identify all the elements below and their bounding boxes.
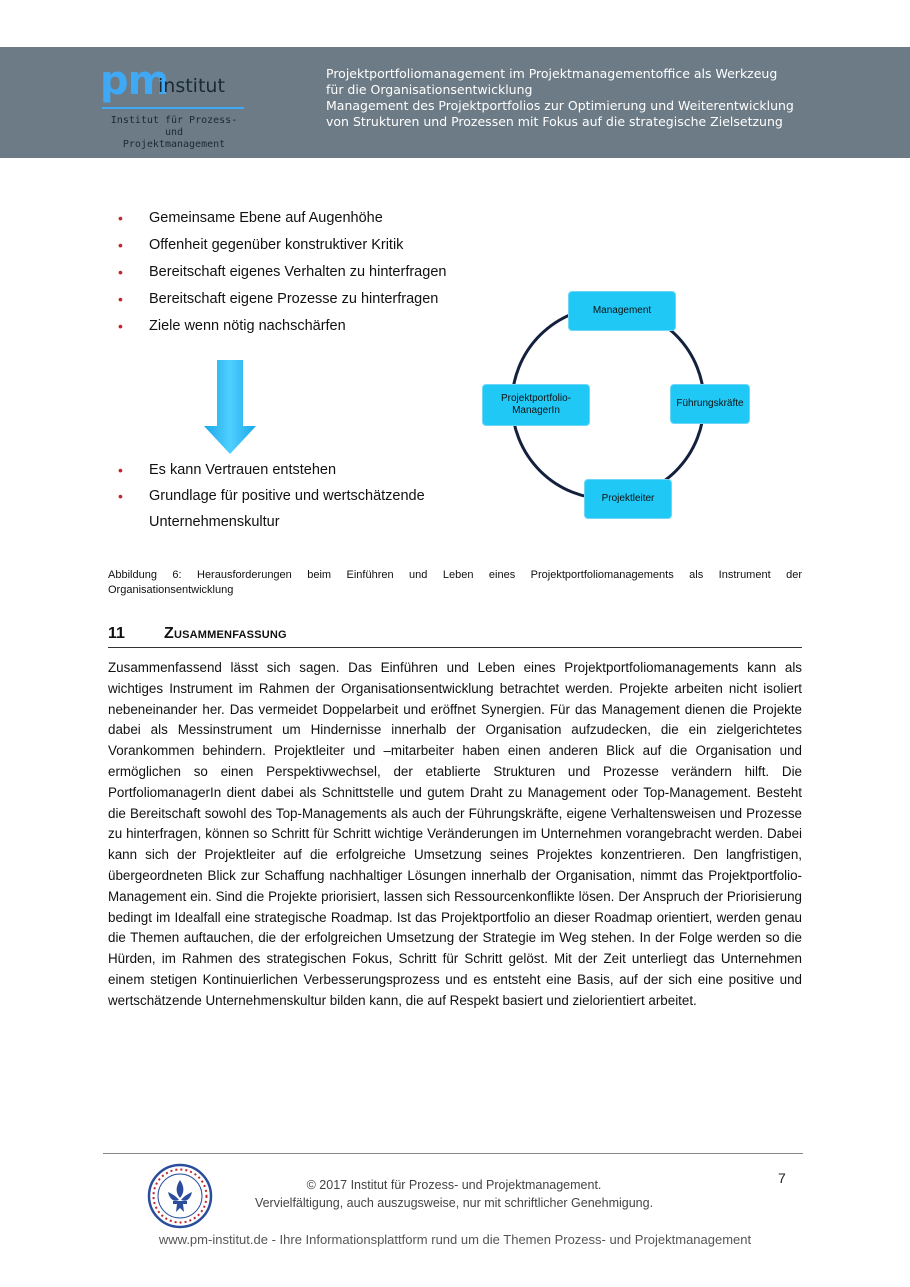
institute-seal-icon <box>146 1162 214 1230</box>
figure-bullet-list-bottom <box>118 457 518 535</box>
logo-institut-text: institut <box>158 75 225 97</box>
list-item-text: Ziele wenn nötig nachschärfen <box>149 318 346 334</box>
node-label: Führungskräfte <box>676 398 744 409</box>
logo-pm-text: pm <box>100 58 169 104</box>
list-item <box>118 483 518 509</box>
node-label: Management <box>592 305 652 316</box>
down-arrow-icon <box>202 360 258 456</box>
list-item-text: Grundlage für positive und wertschätzende <box>149 488 425 504</box>
header-title-line: Projektportfoliomanagement im Projektmanagementoffice als Werkzeug <box>326 66 778 81</box>
node-label: Projektleiter <box>601 493 655 504</box>
copyright-notice: Vervielfältigung, auch auszugsweise, nur mit schriftlicher Genehmigung. <box>254 1196 654 1210</box>
caption-line: Organisationsentwicklung <box>108 584 234 596</box>
figure-bullet-list-top <box>118 205 518 340</box>
list-item-text: Offenheit gegenüber konstruktiver Kritik <box>149 237 404 253</box>
list-item <box>118 286 518 313</box>
logo-subtitle <box>104 115 244 151</box>
list-item-continuation: Unternehmenskultur <box>149 514 280 530</box>
section-body-paragraph: Zusammenfassend lässt sich sagen. Das Einführen und Leben eines Projektportfoliomanagements kann als wichtiges Instrument im Rahmen der Organisationsentwicklung betrachtet werden. Projekte arbeiten nicht isoliert nebeneinander her. Das vermeidet Doppelarbeit und eröffnet Synergien. Für das Management dienen die Projekte dabei als Messinstrument um Hindernisse innerhalb der Organisation aufzudecken, die ein zielgerichtetes Vorankommen behindern. Projektleiter und –mitarbeiter haben einen anderen Blick auf die Organisation und ermöglichen so einen Perspektivwechsel, der etablierte Strukturen und Prozesse verändern hilft. Die PortfoliomanagerIn dient dabei als Schnittstelle und gutem Draht zu Management oder Top-Management. Besteht die Bereitschaft sowohl des Top-Managements als auch der Führungskräfte, eigene Verhaltensweisen und Prozesse zu hinterfragen, können so Schritt für Schritt wichtige Veränderungen im Unternehmen vorangebracht werden. Dabei kann sich der Projektleiter auf die erfolgreiche Umsetzung seines Projektes konzentrieren. Den langfristigen, übergeordneten Blick zur Schaffung nachhaltiger Lösungen innerhalb der Organisation, nimmt das Projektportfolio-Management ein. Sind die Projekte priorisiert, lassen sich Ressourcenkonflikte lösen. Der Anspruch der Priorisierung bedingt im Idealfall eine strategische Roadmap. Ist das Projektportfolio an dieser Roadmap orientiert, werden genau die Themen auftauchen, die der erfolgreichen Umsetzung der Strategie im Weg stehen. In der Folge werden so die Hürden, im Rahmen des strategischen Fokus, Schritt für Schritt gelöst. Mit der Zeit unterliegt das Unternehmen einem stetigen Kontinuierlichen Verbesserungsprozess und es entsteht eine Basis, auf der sich eine positive und wertschätzende Unternehmenskultur bilden kann, die auf Respekt basiert und zielorientiert arbeitet. <box>108 660 802 1008</box>
footer-website-line: www.pm-institut.de - Ihre Informationsplattform rund um die Themen Prozess- und Projektmanagement <box>158 1232 752 1247</box>
logo-subtitle-line: Projektmanagement <box>122 139 226 150</box>
pm-institut-logo <box>100 57 260 152</box>
bullet-icon: • <box>118 488 123 504</box>
list-item <box>118 205 518 232</box>
copyright-line: © 2017 Institut für Prozess- und Projektmanagement. <box>306 1178 602 1192</box>
header-title-line: von Strukturen und Prozessen mit Fokus auf die strategische Zielsetzung <box>326 114 783 129</box>
section-title: Zusammenfassung <box>164 625 287 642</box>
node-projektportfolio-managerin <box>482 384 590 426</box>
footer-divider <box>103 1153 803 1154</box>
list-item-text: Es kann Vertrauen entstehen <box>149 462 337 478</box>
logo-subtitle-line: Institut für Prozess- und <box>110 115 238 138</box>
node-label: Projektportfolio- <box>500 393 572 404</box>
bullet-icon: • <box>118 462 123 478</box>
bullet-icon: • <box>118 264 123 280</box>
node-fuehrungskraefte <box>670 384 750 424</box>
node-label: ManagerIn <box>512 405 560 416</box>
logo-underline <box>102 107 244 109</box>
figure-caption <box>108 568 802 598</box>
footer-copyright <box>214 1176 694 1212</box>
list-item <box>118 232 518 259</box>
header-title-line: Management des Projektportfolios zur Optimierung und Weiterentwicklung <box>326 98 794 113</box>
header-title-line: für die Organisationsentwicklung <box>326 82 533 97</box>
stakeholder-cycle-diagram <box>478 286 744 526</box>
list-item <box>118 457 518 483</box>
list-item-text: Bereitschaft eigenes Verhalten zu hinterfragen <box>149 264 447 280</box>
list-item-text: Bereitschaft eigene Prozesse zu hinterfragen <box>149 291 439 307</box>
node-projektleiter <box>584 479 672 519</box>
list-item-text: Gemeinsame Ebene auf Augenhöhe <box>149 210 383 226</box>
header-title <box>326 66 886 130</box>
caption-line: Abbildung 6: Herausforderungen beim Einführen und Leben eines Projektportfoliomanagements als Instrument der <box>108 569 802 581</box>
bullet-icon: • <box>118 318 123 334</box>
section-number: 11 <box>108 625 125 642</box>
list-item <box>118 259 518 286</box>
node-management <box>568 291 676 331</box>
bullet-icon: • <box>118 237 123 253</box>
section-heading <box>108 623 802 648</box>
page-header <box>0 47 910 158</box>
page-number: 7 <box>778 1170 786 1186</box>
bullet-icon: • <box>118 291 123 307</box>
list-item <box>118 313 518 340</box>
bullet-icon: • <box>118 210 123 226</box>
